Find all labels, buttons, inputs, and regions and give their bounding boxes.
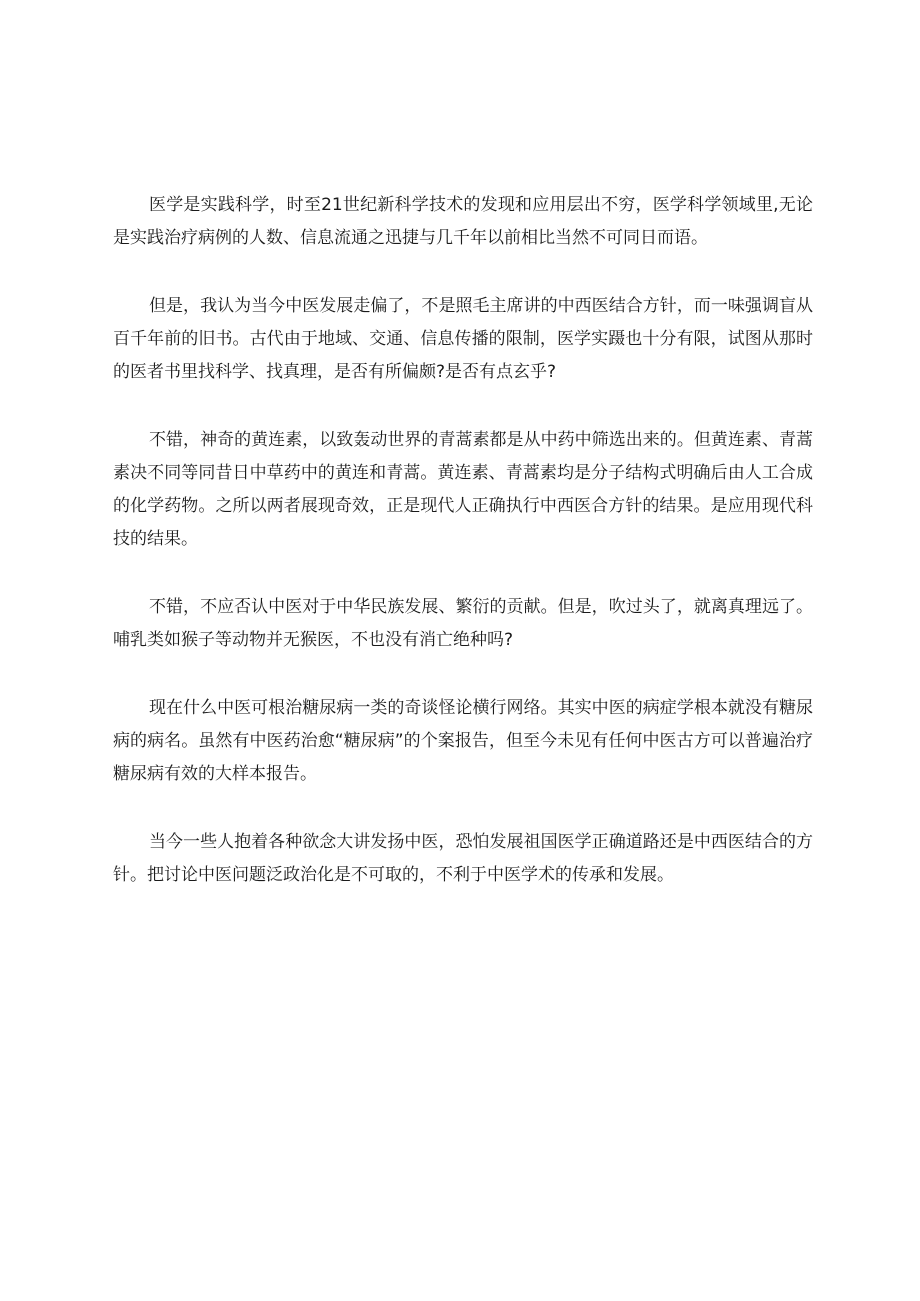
paragraph-6: 当今一些人抱着各种欲念大讲发扬中医，恐怕发展祖国医学正确道路还是中西医结合的方针。把讨论中医问题泛政治化是不可取的，不利于中医学术的传承和发展。	[113, 832, 813, 885]
paragraph-3: 不错，神奇的黄连素，以致轰动世界的青蒿素都是从中药中筛选出来的。但黄连素、青蒿素决不同等同昔日中草药中的黄连和青蒿。黄连素、青蒿素均是分子结构式明确后由人工合成的化学药物。之所以两者展现奇效，正是现代人正确执行中西医合方针的结果。是应用现代科技的结果。	[113, 430, 813, 549]
document-body	[113, 189, 813, 927]
paragraph-5: 现在什么中医可根治糖尿病一类的奇谈怪论横行网络。其实中医的病症学根本就没有糖尿病的病名。虽然有中医药治愈“糖尿病”的个案报告，但至今未见有任何中医古方可以普遍治疗糖尿病有效的大样本报告。	[113, 698, 813, 784]
paragraph-4: 不错，不应否认中医对于中华民族发展、繁衍的贡献。但是，吹过头了，就离真理远了。哺乳类如猴子等动物并无猴医，不也没有消亡绝种吗?	[113, 597, 813, 650]
paragraph-1: 医学是实践科学，时至21世纪新科学技术的发现和应用层出不穷，医学科学领域里,无论是实践治疗病例的人数、信息流通之迅捷与几千年以前相比当然不可同日而语。	[113, 195, 813, 248]
paragraph-2: 但是，我认为当今中医发展走偏了，不是照毛主席讲的中西医结合方针，而一味强调盲从百千年前的旧书。古代由于地域、交通、信息传播的限制，医学实蹑也十分有限，试图从那时的医者书里找科学、找真理，是否有所偏颇?是否有点玄乎?	[113, 296, 813, 382]
